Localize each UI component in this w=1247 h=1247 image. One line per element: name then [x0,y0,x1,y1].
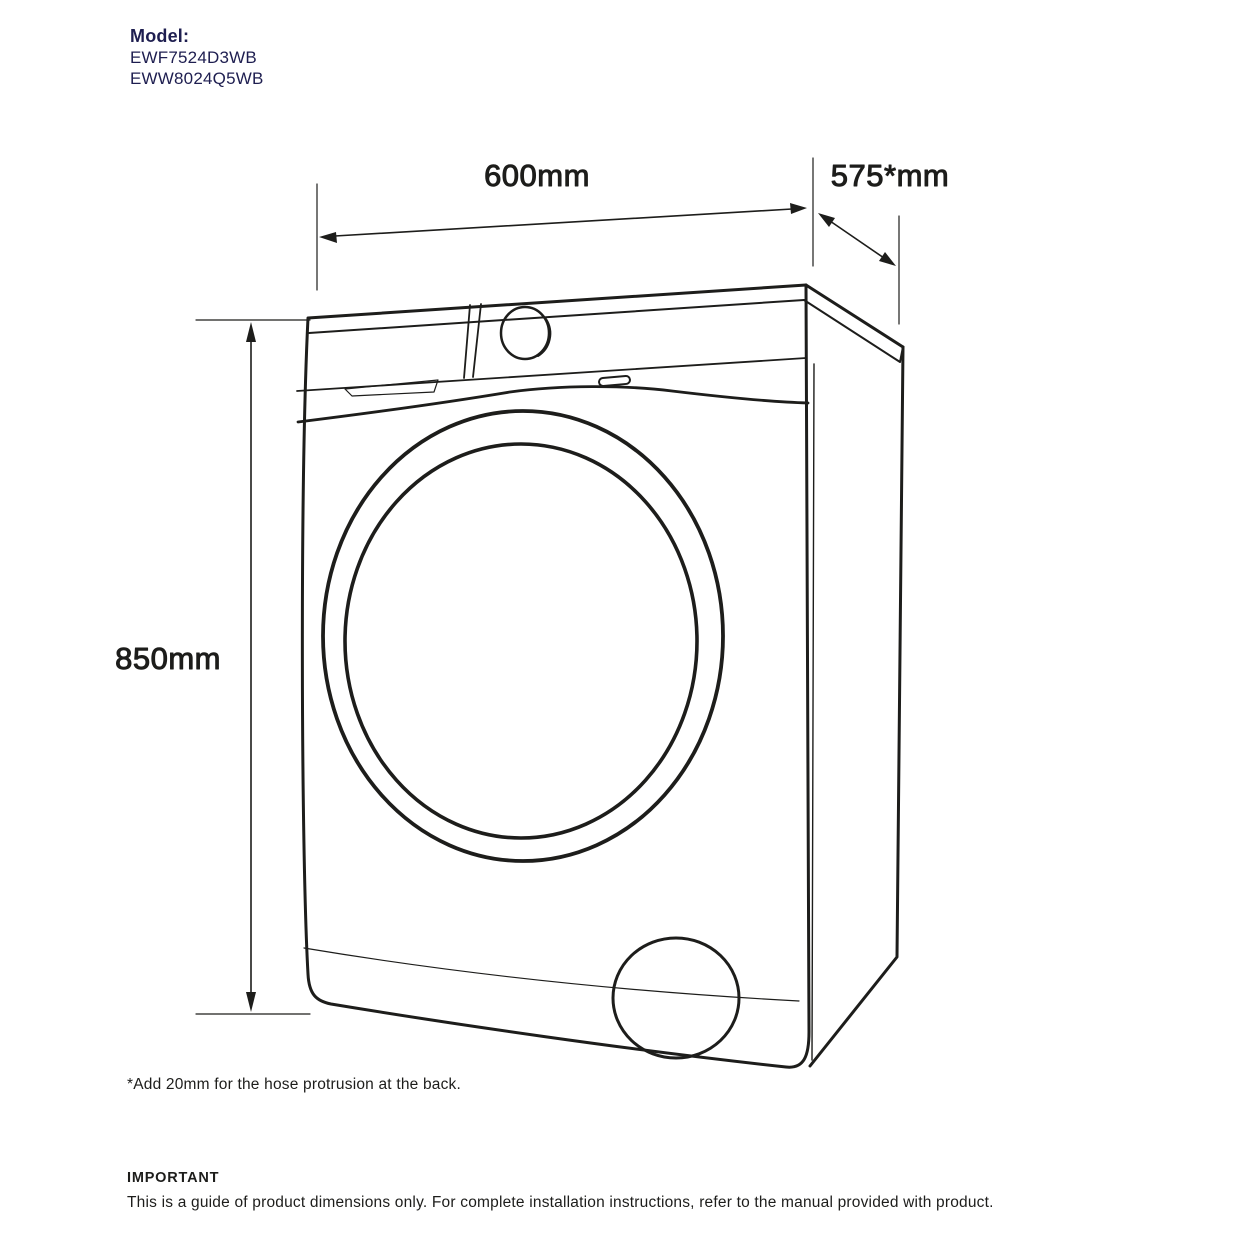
door-outer-ring [323,411,723,861]
depth-dimension [818,213,899,324]
depth-arrowhead-upper [818,213,835,227]
important-body: This is a guide of product dimensions only. For complete installation instructions, refer to the manual provided with product. [127,1194,994,1211]
dimension-width-label: 600mm [484,158,590,193]
control-panel-divider [464,304,481,378]
height-arrowhead-down [246,992,256,1012]
dimension-height-label: 850mm [115,641,221,676]
model-number: EWF7524D3WB [130,48,257,67]
pump-filter-door [613,938,739,1058]
width-dimension-line [335,209,792,236]
control-knob [501,307,549,359]
top-lid-side-line [804,300,903,362]
depth-arrowhead-lower [879,252,896,266]
front-right-edge-highlight [812,364,814,1060]
dimension-depth-label: 575*mm [830,158,950,193]
machine-side-panel [810,347,903,1066]
machine-front-panel [302,285,809,1067]
model-block [130,26,264,89]
front-bulge-seam [298,387,808,422]
footnote-text: *Add 20mm for the hose protrusion at the back. [127,1076,462,1093]
kick-panel-line [304,948,799,1001]
model-number: EWW8024Q5WB [130,69,264,88]
depth-dimension-line [830,221,884,258]
height-arrowhead-up [246,322,256,342]
important-title: IMPORTANT [127,1170,220,1186]
machine-top-edge-side [806,285,903,347]
width-arrowhead-right [790,203,807,214]
door-inner-ring [345,444,697,838]
width-arrowhead-left [319,232,337,243]
top-lid-front-line [309,300,804,333]
important-section [127,1170,994,1212]
door-handle-slot [599,376,631,387]
model-label: Model: [130,26,190,46]
